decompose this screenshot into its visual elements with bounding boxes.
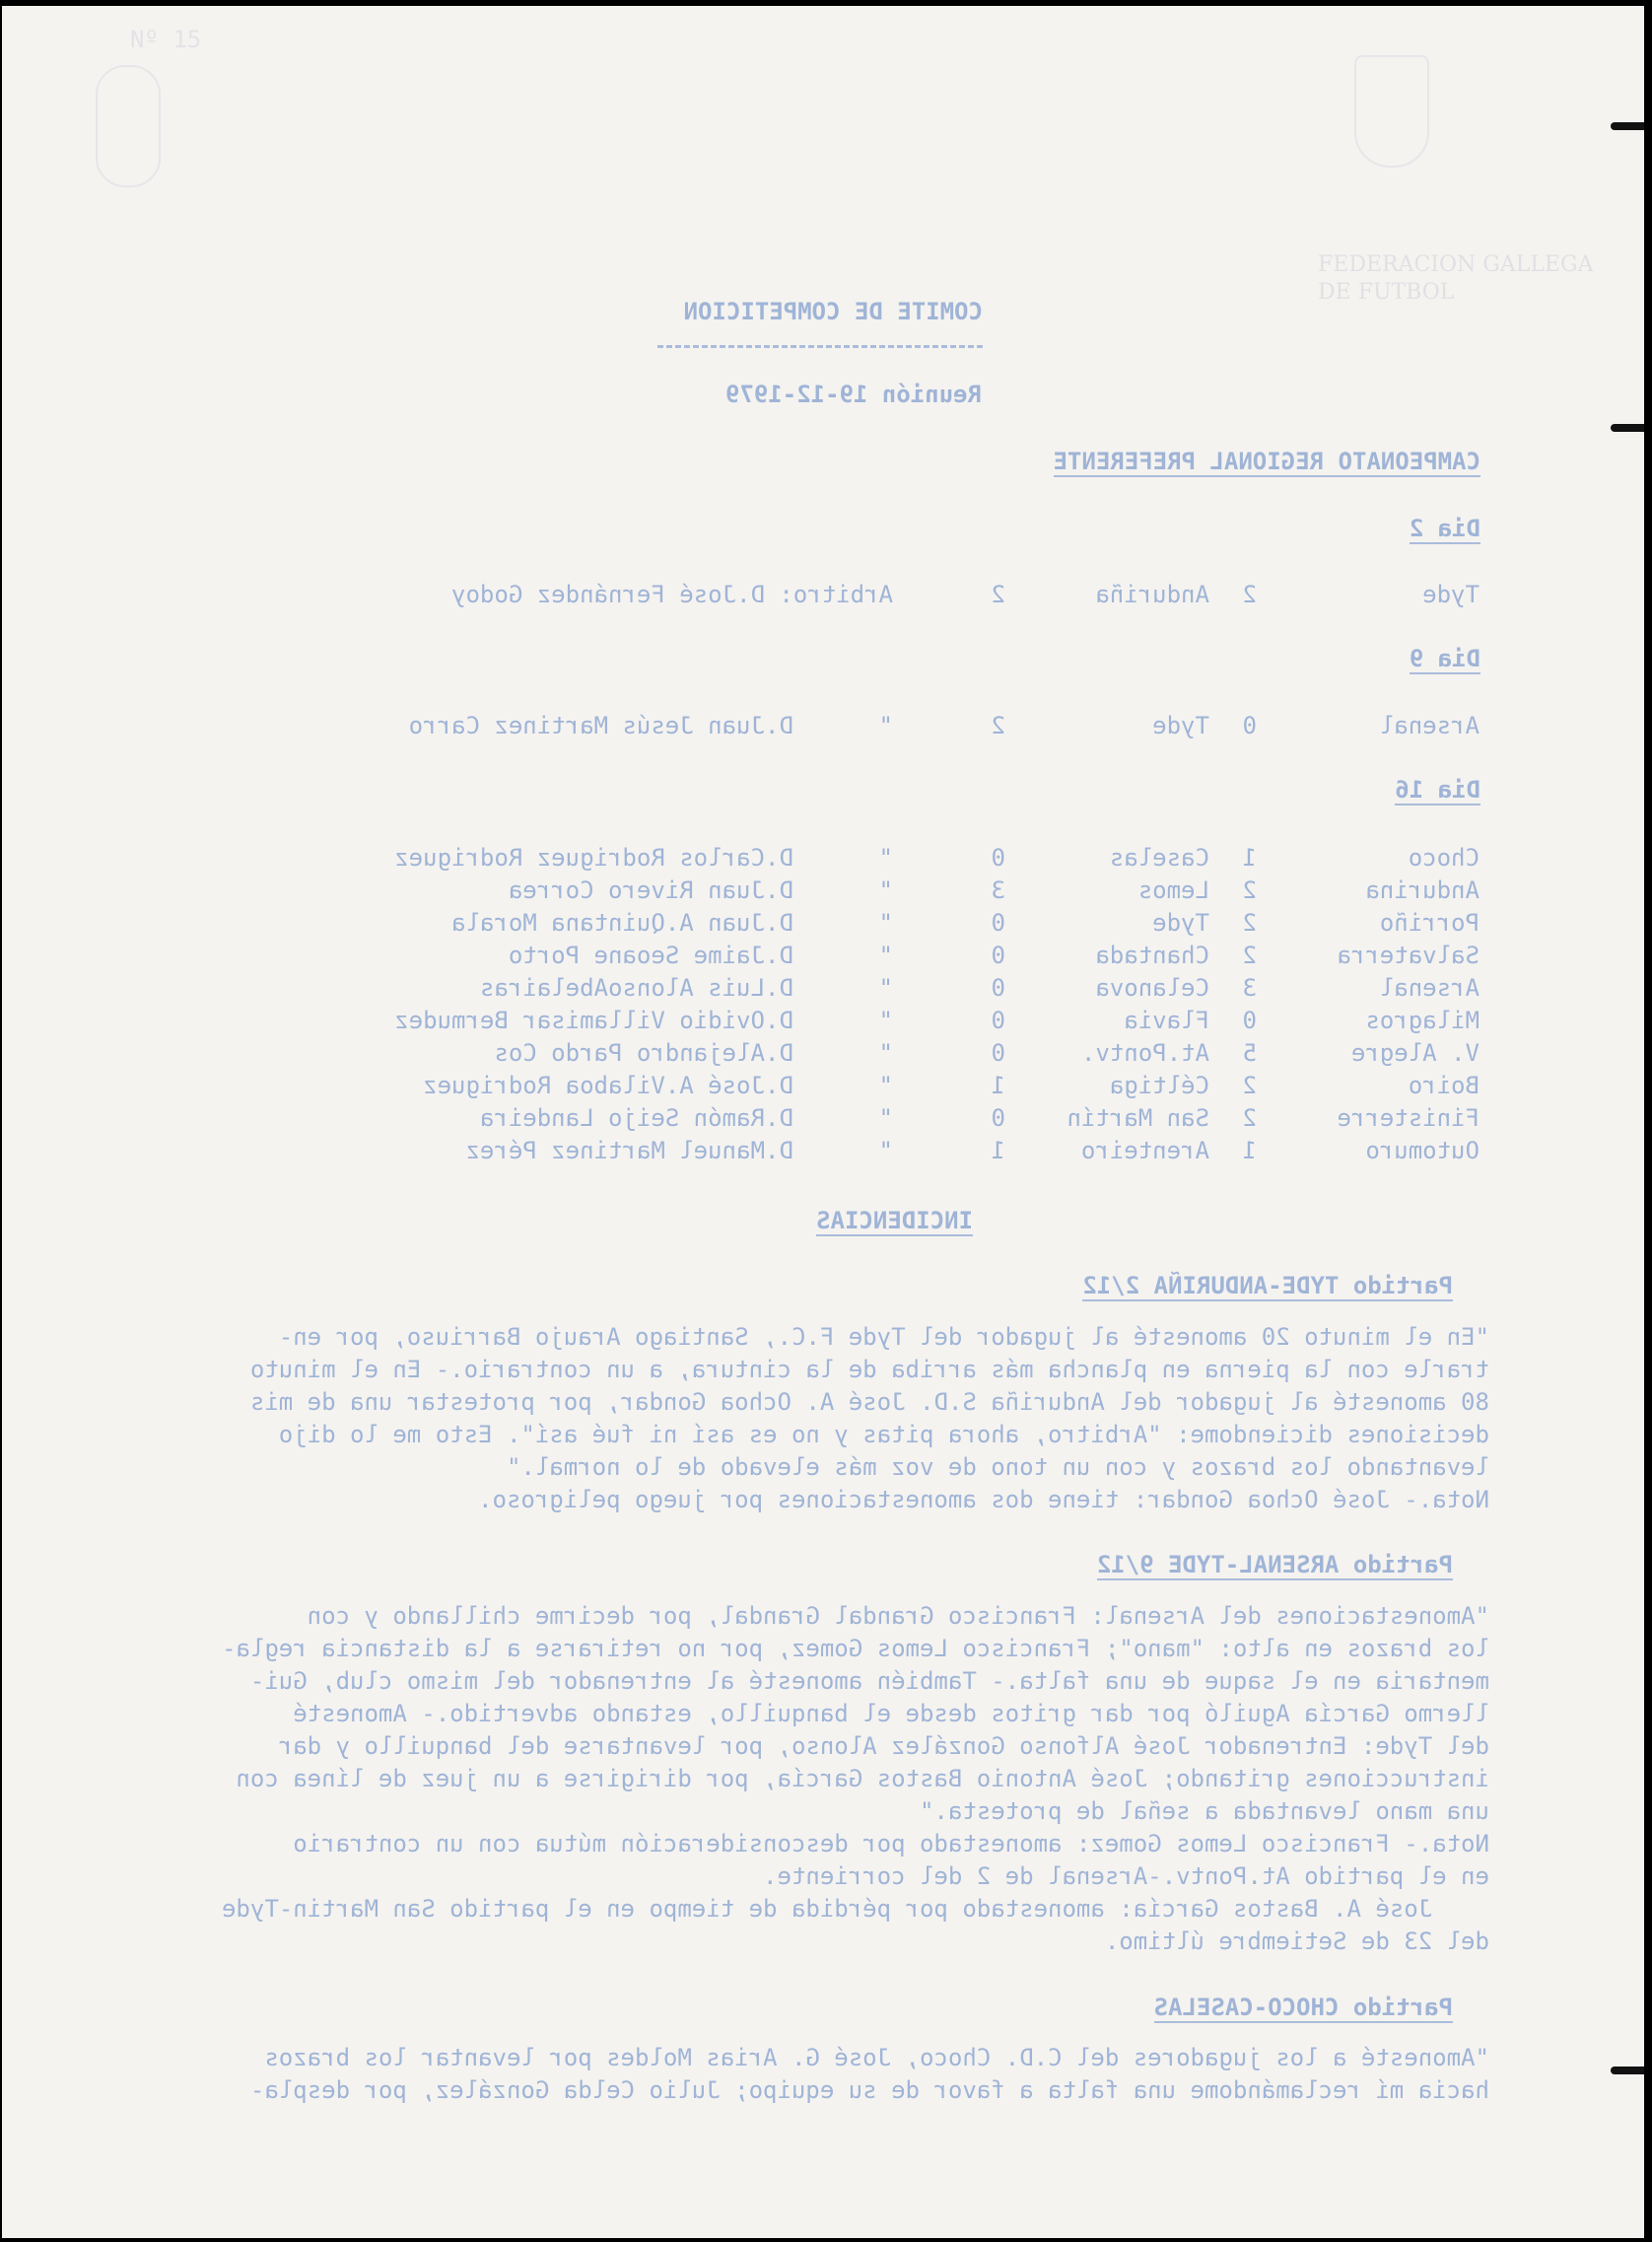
referee: " D.Jaime Seoane Porto xyxy=(508,942,893,969)
home-score: 2 xyxy=(1242,909,1257,937)
home-team: V. Alegre xyxy=(1350,1039,1480,1067)
away-score: 0 xyxy=(991,974,1005,1002)
home-team: Outomuro xyxy=(1365,1137,1480,1164)
away-score: 0 xyxy=(991,844,1005,872)
referee: " D.Juan Jesús Martinez Carro xyxy=(408,712,893,739)
home-score: 2 xyxy=(1242,1072,1257,1099)
home-team: Arsenal xyxy=(1379,712,1480,739)
away-team: Celanova xyxy=(1095,974,1209,1002)
match-row xyxy=(2,1137,1644,1166)
home-team: Milagros xyxy=(1365,1007,1480,1034)
away-team: San Martín xyxy=(1067,1104,1209,1132)
referee: " D.Carlos Rodriguez Rodriguez xyxy=(394,844,893,872)
home-team: Tyde xyxy=(1422,581,1480,608)
referee: Arbitro: D.José Fernández Godoy xyxy=(451,581,893,608)
away-score: 0 xyxy=(991,1007,1005,1034)
away-team: Anduriña xyxy=(1095,581,1209,608)
match-row xyxy=(2,844,1644,874)
referee: " D.Luis AlonsoAbelairas xyxy=(479,974,893,1002)
away-team: Lemos xyxy=(1137,876,1209,904)
match-row xyxy=(2,1039,1644,1069)
home-team: Choco xyxy=(1408,844,1480,872)
home-team: Andurina xyxy=(1365,876,1480,904)
away-team: Tyde xyxy=(1152,909,1209,937)
away-team: Arenteiro xyxy=(1080,1137,1209,1164)
match-row xyxy=(2,581,1644,610)
match-row xyxy=(2,876,1644,906)
referee: " D.Manuel Martinez Pérez xyxy=(465,1137,893,1164)
meeting-date: Reunión 19-12-1979 xyxy=(724,381,982,408)
match-row xyxy=(2,942,1644,971)
home-score: 2 xyxy=(1242,581,1257,608)
document-page xyxy=(2,6,1644,2238)
home-score: 0 xyxy=(1242,712,1257,739)
day-label: Dia 2 xyxy=(1409,515,1480,542)
home-team: Boiro xyxy=(1408,1072,1480,1099)
home-score: 3 xyxy=(1242,974,1257,1002)
day-label: Dia 16 xyxy=(1395,776,1480,804)
away-score: 0 xyxy=(991,1104,1005,1132)
referee: " D.Juan Rivero Correa xyxy=(508,876,893,904)
home-score: 5 xyxy=(1242,1039,1257,1067)
match-row xyxy=(2,909,1644,939)
committee-title: COMITE DE COMPETICION xyxy=(683,298,983,325)
match-row xyxy=(2,1072,1644,1101)
home-team: Finisterre xyxy=(1337,1104,1480,1132)
match-row xyxy=(2,1104,1644,1134)
letterhead-line-2: DE FUTBOL xyxy=(1318,280,1455,305)
home-score: 1 xyxy=(1242,1137,1257,1164)
away-score: 2 xyxy=(991,712,1005,739)
away-score: 0 xyxy=(991,942,1005,969)
match-row xyxy=(2,974,1644,1004)
home-score: 2 xyxy=(1242,876,1257,904)
away-team: Caselas xyxy=(1109,844,1209,872)
away-team: Céltiga xyxy=(1109,1072,1209,1099)
away-team: Chantada xyxy=(1095,942,1209,969)
incidencias-title: INCIDENCIAS xyxy=(816,1207,973,1234)
match-row xyxy=(2,712,1644,741)
home-team: Porriño xyxy=(1379,909,1480,937)
away-score: 2 xyxy=(991,581,1005,608)
home-team: Arsenal xyxy=(1379,974,1480,1002)
home-score: 2 xyxy=(1242,1104,1257,1132)
home-score: 0 xyxy=(1242,1007,1257,1034)
mirrored-typed-text xyxy=(2,6,1644,2238)
home-score: 1 xyxy=(1242,844,1257,872)
referee: " D.Juan A.Quintana Morala xyxy=(451,909,893,937)
away-team: Flavia xyxy=(1124,1007,1209,1034)
day-label: Dia 9 xyxy=(1409,645,1480,672)
title-dashes xyxy=(657,345,983,348)
away-score: 1 xyxy=(991,1137,1005,1164)
page-number-stamp: Nº 15 xyxy=(130,26,202,53)
away-score: 0 xyxy=(991,1039,1005,1067)
section-body: "Amonestaciones del Arsenal: Francisco Grandal Grandal, por decirme chillando y con los brazos en alto: "mano"; Francisco Lemos Gomez, por no retirarse a la distancia regla- mentaria en el saque de una falta.- También amonesté al entrenador del mismo club, Gui- llermo García Aguiló por dar gritos desde el banquillo, estando advertido.- Amonesté del Tyde: Entrenador José Alfonso González Alonso, por levantarse del banquillo y dar instrucciones gritando; José Antonio Bastos García, por dirigirse a un juez de línea con una mano levantada a señal de protesta." Nota.- Francisco Lemos Gomez: amonestado por desconsideración mútua con un contrario en el partido At.Pontv.-Arsenal de 2 del corriente. José A. Bastos García: amonestado por pérdida de tiempo en el partido San Martin-Tyde del 23 de Setiembre último. xyxy=(222,1602,1489,1955)
away-score: 1 xyxy=(991,1072,1005,1099)
championship-title: CAMPEONATO REGIONAL PREFERENTE xyxy=(1053,448,1480,475)
section-title: Partido CHOCO-CASELAS xyxy=(1153,1994,1453,2021)
match-row xyxy=(2,1007,1644,1036)
section-title: Partido TYDE-ANDURIÑA 2/12 xyxy=(1082,1272,1453,1299)
home-score: 2 xyxy=(1242,942,1257,969)
section-body: "Amonesté a los jugadores del C.D. Choco, José G. Arias Moldes por levantar los brazos hacia mí reclamándome una falta a favor de su equipo; Julio Celda González, por despla- xyxy=(249,2044,1489,2104)
referee: " D.Ramón Seijo Landeira xyxy=(479,1104,893,1132)
away-score: 3 xyxy=(991,876,1005,904)
away-team: At.Pontv. xyxy=(1080,1039,1209,1067)
referee: " D.Ovidio Villamisar Bermudez xyxy=(394,1007,893,1034)
section-title: Partido ARSENAL-TYDE 9/12 xyxy=(1096,1551,1453,1578)
away-score: 0 xyxy=(991,909,1005,937)
section-body: "En el minuto 20 amonesté al jugador del Tyde F.C., Santiago Araujo Barriuso, por en- trarle con la pierna en plancha más arriba de la cintura, a un contrario.- En el minuto 80 amonesté al jugador del Anduriña S.D. José A. Ochoa Gondar, por protestar una de mis decisiones diciendome: "Arbitro, ahora pitas y no es así ni fué así". Esto me lo dijo levantando los brazos y con un tono de voz más elevado de lo normal." Nota.- José Ochoa Gondar: tiene dos amonestaciones por juego peligroso. xyxy=(249,1323,1489,1513)
letterhead-line-1: FEDERACION GALLEGA xyxy=(1318,252,1594,277)
away-team: Tyde xyxy=(1152,712,1209,739)
home-team: Salvaterra xyxy=(1337,942,1480,969)
referee: " D.José A.Vilaboa Rodriguez xyxy=(423,1072,893,1099)
referee: " D.Alejandro Pardo Cos xyxy=(494,1039,893,1067)
